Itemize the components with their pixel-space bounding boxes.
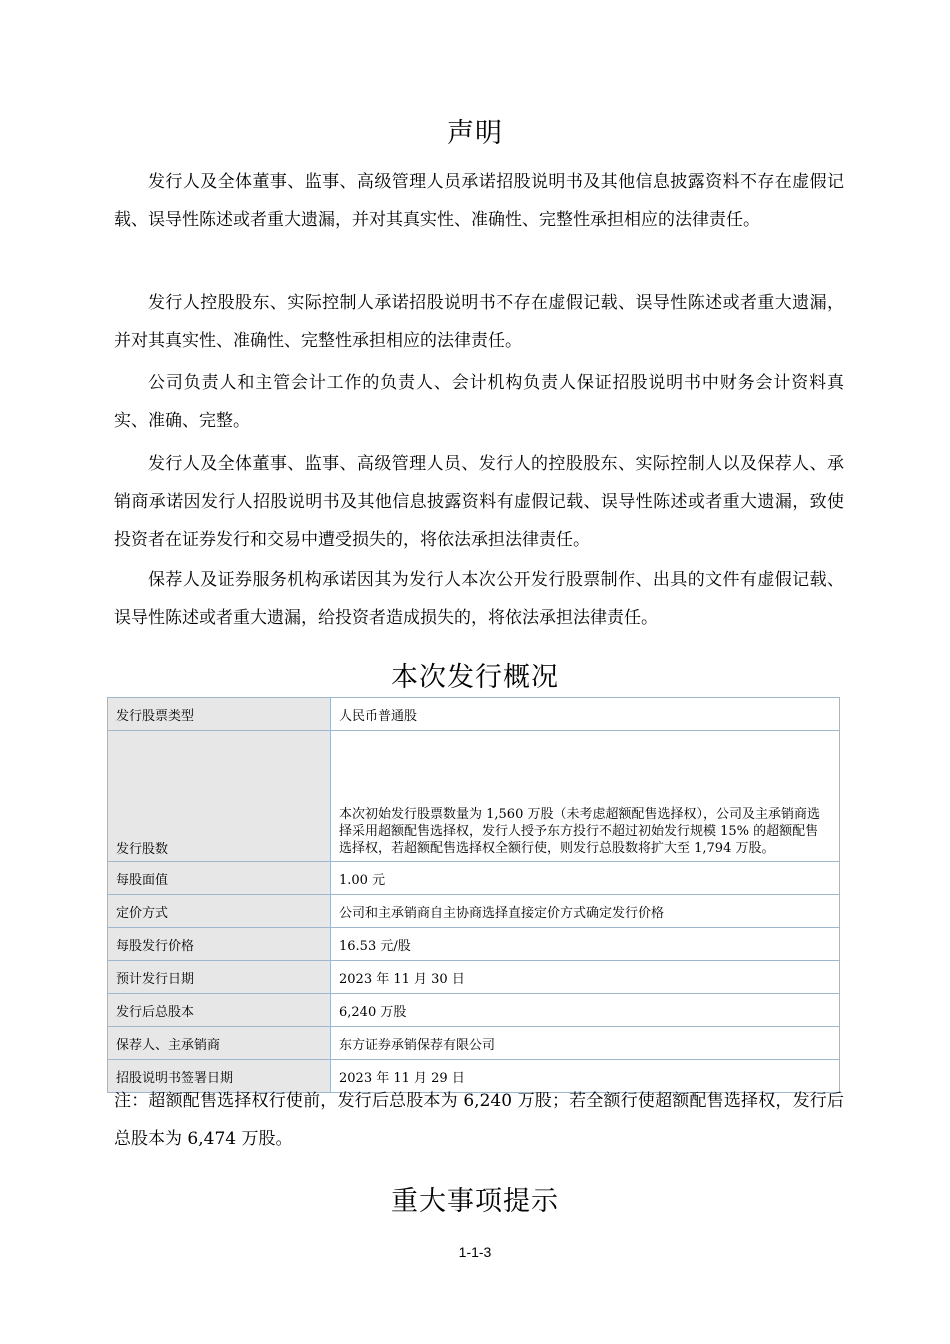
offering-overview-table (107, 697, 840, 1093)
row-value: 公司和主承销商自主协商选择直接定价方式确定发行价格 (331, 895, 840, 928)
row-value: 本次初始发行股票数量为 1,560 万股（未考虑超额配售选择权），公司及主承销商选择采用超额配售选择权，发行人授予东方投行不超过初始发行规模 15% 的超额配售选择权，若超额配售选择权全额行使，则发行总股数将扩大至 1,794 万股。 (331, 731, 840, 862)
row-value: 东方证券承销保荐有限公司 (331, 1027, 840, 1060)
declaration-paragraph-4: 发行人及全体董事、监事、高级管理人员、发行人的控股股东、实际控制人以及保荐人、承销商承诺因发行人招股说明书及其他信息披露资料有虚假记载、误导性陈述或者重大遗漏，致使投资者在证券发行和交易中遭受损失的，将依法承担法律责任。 (114, 454, 844, 550)
overview-note: 注：超额配售选择权行使前，发行后总股本为 6,240 万股；若全额行使超额配售选择权，发行后总股本为 6,474 万股。 (114, 1091, 844, 1149)
major-matters-title: 重大事项提示 (391, 1186, 559, 1217)
table-row (108, 862, 840, 895)
row-value: 1.00 元 (331, 862, 840, 895)
row-label: 定价方式 (108, 895, 331, 928)
table-row (108, 1027, 840, 1060)
row-label: 发行股数 (108, 731, 331, 862)
declaration-paragraph-2: 发行人控股股东、实际控制人承诺招股说明书不存在虚假记载、误导性陈述或者重大遗漏，并对其真实性、准确性、完整性承担相应的法律责任。 (114, 293, 844, 351)
row-label: 每股发行价格 (108, 928, 331, 961)
row-value: 人民币普通股 (331, 698, 840, 731)
table-row (108, 698, 840, 731)
row-label: 预计发行日期 (108, 961, 331, 994)
row-label: 发行后总股本 (108, 994, 331, 1027)
table-row (108, 895, 840, 928)
row-value: 2023 年 11 月 30 日 (331, 961, 840, 994)
row-label: 招股说明书签署日期 (108, 1060, 331, 1093)
row-value: 6,240 万股 (331, 994, 840, 1027)
table-row (108, 928, 840, 961)
row-label: 保荐人、主承销商 (108, 1027, 331, 1060)
declaration-paragraph-5: 保荐人及证券服务机构承诺因其为发行人本次公开发行股票制作、出具的文件有虚假记载、误导性陈述或者重大遗漏，给投资者造成损失的，将依法承担法律责任。 (114, 570, 844, 628)
table-row (108, 961, 840, 994)
row-value: 16.53 元/股 (331, 928, 840, 961)
declaration-paragraph-3: 公司负责人和主管会计工作的负责人、会计机构负责人保证招股说明书中财务会计资料真实、准确、完整。 (114, 373, 844, 431)
row-label: 发行股票类型 (108, 698, 331, 731)
page-number: 1-1-3 (458, 1244, 492, 1260)
overview-title: 本次发行概况 (391, 662, 559, 693)
row-label: 每股面值 (108, 862, 331, 895)
declaration-paragraph-1: 发行人及全体董事、监事、高级管理人员承诺招股说明书及其他信息披露资料不存在虚假记载、误导性陈述或者重大遗漏，并对其真实性、准确性、完整性承担相应的法律责任。 (114, 172, 844, 230)
row-value: 2023 年 11 月 29 日 (331, 1060, 840, 1093)
declaration-title: 声明 (447, 118, 503, 149)
table-row (108, 731, 840, 862)
table-row (108, 994, 840, 1027)
